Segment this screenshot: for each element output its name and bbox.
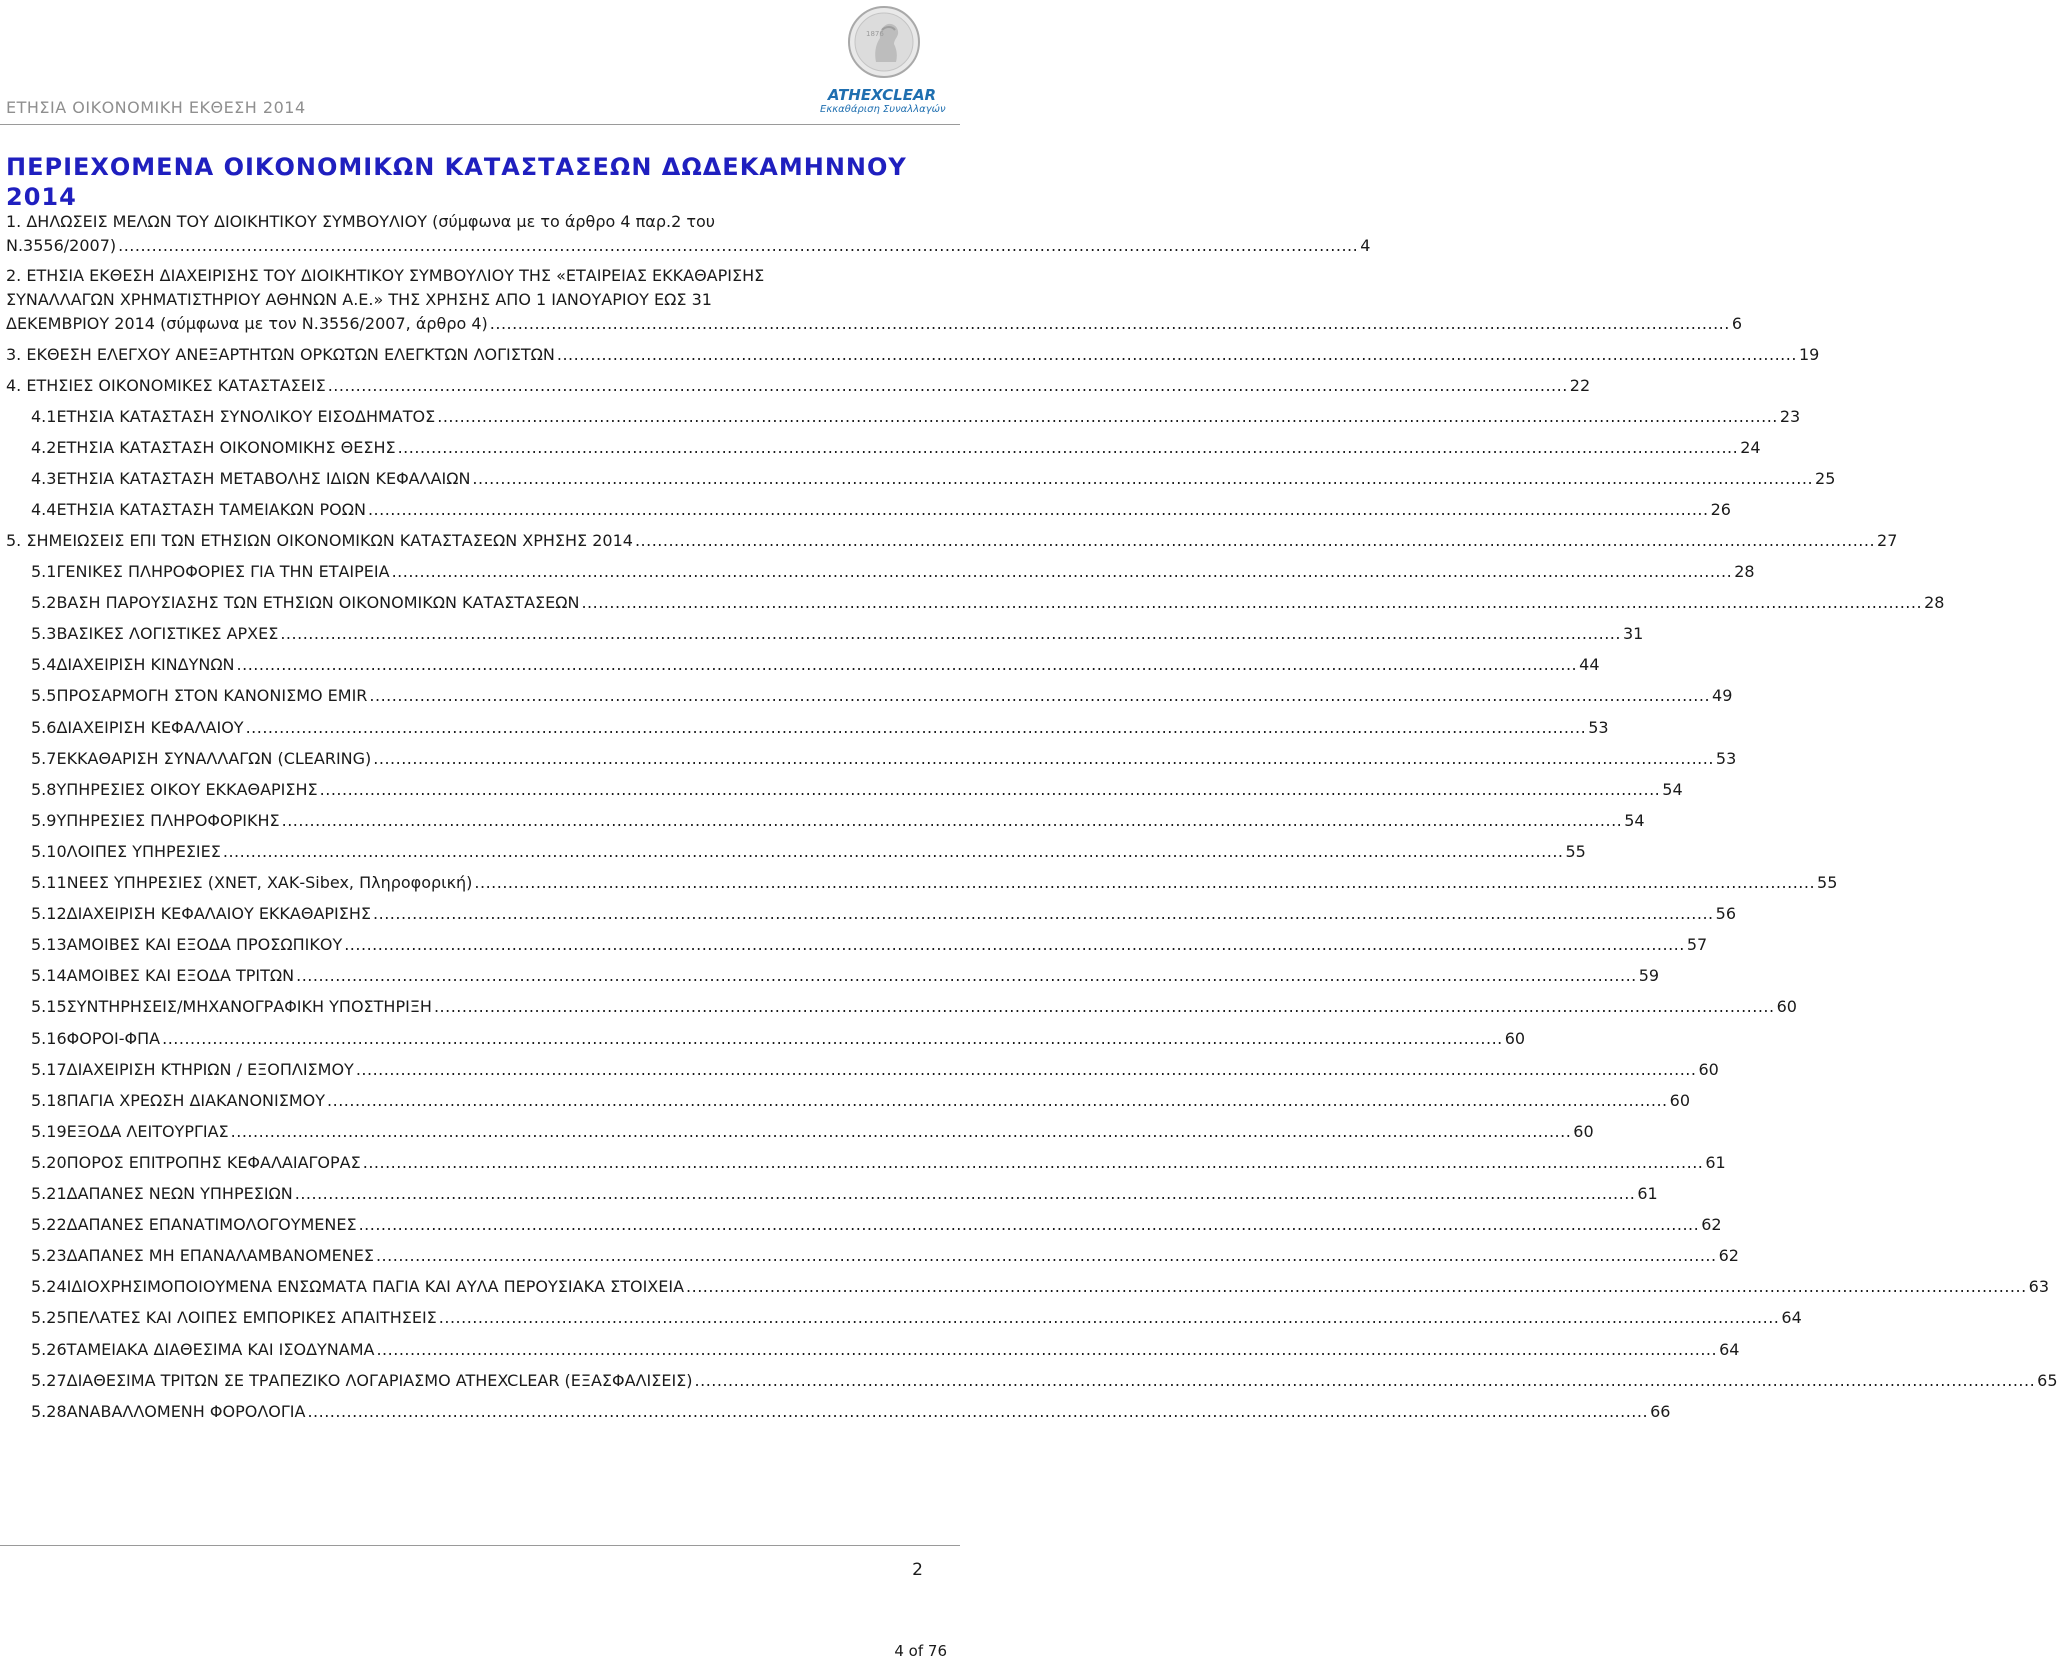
toc-subitem-label: ΕΚΚΑΘΑΡΙΣΗ ΣΥΝΑΛΛΑΓΩΝ (CLEARING): [56, 748, 372, 768]
toc-subitem[interactable]: [31, 1369, 2058, 1393]
toc-subitem[interactable]: [31, 1151, 1726, 1175]
toc-subitem-page: 49: [1712, 686, 1733, 706]
dot-leader: ................................................................................................................................................................................................................................................: [281, 810, 1623, 830]
toc-item-1[interactable]: [6, 234, 1371, 258]
toc-subitem-page: 55: [1817, 873, 1838, 892]
toc-item-page: 4: [1360, 236, 1371, 255]
toc-item-2-line2[interactable]: ΣΥΝΑΛΛΑΓΩΝ ΧΡΗΜΑΤΙΣΤΗΡΙΟΥ ΑΘΗΝΩΝ Α.Ε.» ΤΗΣ ΧΡΗΣΗΣ ΑΠΟ 1 ΙΑΝΟΥΑΡΙΟΥ ΕΩΣ 31: [6, 290, 712, 309]
toc-subitem-number: 5.11: [31, 873, 67, 892]
dot-leader: ................................................................................................................................................................................................................................................: [472, 469, 1814, 488]
toc-subitem-label: ΔΑΠΑΝΕΣ ΕΠΑΝΑΤΙΜΟΛΟΓΟΥΜΕΝΕΣ: [66, 1215, 357, 1235]
toc-subitem[interactable]: [31, 871, 1838, 895]
toc-subitem-number: 5.23: [31, 1246, 67, 1266]
toc-subitem-label: ΓΕΝΙΚΕΣ ΠΛΗΡΟΦΟΡΙΕΣ ΓΙΑ ΤΗΝ ΕΤΑΙΡΕΙΑ: [56, 562, 390, 581]
toc-subitem-label: ΠΕΛΑΤΕΣ ΚΑΙ ΛΟΙΠΕΣ ΕΜΠΟΡΙΚΕΣ ΑΠΑΙΤΗΣΕΙΣ: [66, 1308, 437, 1328]
toc-item-label: ΔΕΚΕΜΒΡΙΟΥ 2014 (σύμφωνα με τον Ν.3556/2007, άρθρο 4): [6, 314, 488, 333]
toc-item-1-line1[interactable]: 1. ΔΗΛΩΣΕΙΣ ΜΕΛΩΝ ΤΟΥ ΔΙΟΙΚΗΤΙΚΟΥ ΣΥΜΒΟΥΛΙΟΥ (σύμφωνα με το άρθρο 4 παρ.2 του: [6, 212, 716, 231]
toc-subitem[interactable]: [31, 405, 1801, 429]
toc-subitem-label: ΑΜΟΙΒΕΣ ΚΑΙ ΕΞΟΔΑ ΠΡΟΣΩΠΙΚΟΥ: [66, 935, 343, 955]
toc-subitem[interactable]: [31, 778, 1683, 802]
toc-subitem[interactable]: [31, 1182, 1658, 1206]
toc-subitem-label: ΔΑΠΑΝΕΣ ΜΗ ΕΠΑΝΑΛΑΜΒΑΝΟΜΕΝΕΣ: [66, 1246, 374, 1266]
toc-subitem[interactable]: [31, 436, 1761, 460]
toc-subitem-page: 53: [1588, 717, 1609, 737]
toc-subitem-page: 61: [1705, 1152, 1726, 1172]
toc-subitem[interactable]: [31, 1213, 1722, 1237]
dot-leader: ................................................................................................................................................................................................................................................: [245, 717, 1587, 737]
toc-item-page: 22: [1569, 376, 1591, 395]
toc-subitem-label: ΕΤΗΣΙΑ ΚΑΤΑΣΤΑΣΗ ΤΑΜΕΙΑΚΩΝ ΡΟΩΝ: [56, 500, 366, 519]
toc-subitem-label: ΠΡΟΣΑΡΜΟΓΗ ΣΤΟΝ ΚΑΝΟΝΙΣΜΟ EMIR: [56, 686, 368, 706]
toc-subitem-number: 4.4: [31, 500, 57, 519]
toc-subitem-page: 64: [1781, 1308, 1802, 1328]
dot-leader: ..............................................................................................................................................................................................................................: [634, 531, 1876, 550]
toc-subitem-label: ΣΥΝΤΗΡΗΣΕΙΣ/ΜΗΧΑΝΟΓΡΑΦΙΚΗ ΥΠΟΣΤΗΡΙΞΗ: [66, 997, 432, 1017]
toc-subitem-label: ΔΙΑΧΕΙΡΙΣΗ ΚΕΦΑΛΑΙΟΥ ΕΚΚΑΘΑΡΙΣΗΣ: [66, 904, 372, 924]
toc-title: ΠΕΡΙΕΧΟΜΕΝΑ ΟΙΚΟΝΟΜΙΚΩΝ ΚΑΤΑΣΤΑΣΕΩΝ ΔΩΔΕΚΑΜΗΝΝΟΥ 2014: [6, 153, 907, 211]
toc-subitem[interactable]: [31, 809, 1645, 833]
toc-subitem-label: ΔΑΠΑΝΕΣ ΝΕΩΝ ΥΠΗΡΕΣΙΩΝ: [66, 1184, 293, 1203]
dot-leader: ................................................................................................................................................................................................................................................: [222, 841, 1564, 861]
toc-subitem-number: 5.7: [31, 748, 57, 768]
toc-item-label: 5. ΣΗΜΕΙΩΣΕΙΣ ΕΠΙ ΤΩΝ ΕΤΗΣΙΩΝ ΟΙΚΟΝΟΜΙΚΩΝ ΚΑΤΑΣΤΑΣΕΩΝ ΧΡΗΣΗΣ 2014: [6, 531, 633, 550]
toc-subitem[interactable]: [31, 467, 1836, 491]
dot-leader: ................................................................................................................................................................................................................................................: [327, 1090, 1668, 1110]
toc-subitem-label: ΕΤΗΣΙΑ ΚΑΤΑΣΤΑΣΗ ΣΥΝΟΛΙΚΟΥ ΕΙΣΟΔΗΜΑΤΟΣ: [56, 407, 436, 426]
toc-subitem-page: 53: [1715, 748, 1737, 768]
toc-subitem-number: 5.28: [31, 1401, 67, 1421]
toc-subitem-page: 23: [1779, 407, 1801, 426]
toc-subitem-number: 5.17: [31, 1059, 67, 1079]
toc-subitem-page: 61: [1637, 1184, 1658, 1203]
toc-subitem-page: 60: [1776, 997, 1797, 1017]
toc-subitem-page: 59: [1638, 966, 1660, 986]
dot-leader: ................................................................................................................................................................................................................................................: [236, 655, 1578, 675]
toc-subitem-page: 44: [1579, 655, 1600, 675]
dot-leader: ................................................................................................................................................................................................................................................: [319, 779, 1661, 799]
dot-leader: ................................................................................................................................................................................................................................................: [375, 1246, 1717, 1266]
toc-subitem[interactable]: [31, 1338, 1740, 1362]
svg-text:1876: 1876: [866, 30, 884, 38]
toc-subitem-label: ΒΑΣΙΚΕΣ ΛΟΓΙΣΤΙΚΕΣ ΑΡΧΕΣ: [56, 624, 279, 644]
dot-leader: ................................................................................................................................................................................................................................................: [296, 966, 1637, 986]
toc-subitem-page: 62: [1718, 1246, 1739, 1266]
dot-leader: ................................................................................................................................................................................................................................................: [694, 1370, 2036, 1390]
toc-subitem[interactable]: [31, 1120, 1594, 1144]
dot-leader: ................................................................................................................................................................................................................................................: [355, 1059, 1697, 1079]
dot-leader: ................................................................................................................................................................................................................................................: [369, 686, 1711, 706]
toc-item-5[interactable]: [6, 529, 1898, 553]
toc-subitem-number: 5.5: [31, 686, 57, 706]
dot-leader: ................................................................................................................................................................................................................................................: [438, 1308, 1780, 1328]
toc-subitem[interactable]: [31, 964, 1660, 988]
toc-subitem-label: ΑΝΑΒΑΛΛΟΜΕΝΗ ΦΟΡΟΛΟΓΙΑ: [66, 1401, 306, 1421]
toc-subitem-page: 64: [1719, 1339, 1740, 1359]
toc-subitem[interactable]: [31, 653, 1600, 677]
dot-leader: ................................................................................................................................................................................................................................................: [373, 748, 1714, 768]
toc-subitem-page: 54: [1624, 810, 1645, 830]
dot-leader: ................................................................................................................................................................................................................................................: [391, 562, 1733, 581]
toc-item-page: 19: [1798, 345, 1820, 364]
athexclear-logo: [820, 4, 945, 119]
toc-subitem-number: 5.27: [31, 1370, 67, 1390]
toc-subitem-page: 63: [2028, 1277, 2050, 1297]
toc-subitem-label: ΛΟΙΠΕΣ ΥΠΗΡΕΣΙΕΣ: [66, 841, 221, 861]
toc-subitem[interactable]: [31, 902, 1736, 926]
toc-subitem-number: 5.19: [31, 1121, 67, 1141]
dot-leader: ................................................................................................................................................................................................................................................: [362, 1152, 1704, 1172]
toc-subitem-label: ΥΠΗΡΕΣΙΕΣ ΟΙΚΟΥ ΕΚΚΑΘΑΡΙΣΗΣ: [56, 779, 318, 799]
toc-subitem-label: ΕΤΗΣΙΑ ΚΑΤΑΣΤΑΣΗ ΜΕΤΑΒΟΛΗΣ ΙΔΙΩΝ ΚΕΦΑΛΑΙΩΝ: [56, 469, 471, 488]
toc-subitem[interactable]: [31, 933, 1708, 957]
dot-leader: ................................................................................................................................................................................................................................................: [280, 624, 1621, 644]
page-header: [0, 0, 960, 128]
toc-subitem-number: 4.1: [31, 407, 57, 426]
toc-subitem[interactable]: [31, 1027, 1526, 1051]
dot-leader: ................................................................................................................................................................................................................................................: [230, 1121, 1572, 1141]
toc-subitem-label: ΔΙΑΧΕΙΡΙΣΗ ΚΙΝΔΥΝΩΝ: [56, 655, 235, 675]
toc-subitem-page: 55: [1565, 841, 1586, 861]
toc-subitem[interactable]: [31, 995, 1797, 1019]
toc-subitem-label: ΠΑΓΙΑ ΧΡΕΩΣΗ ΔΙΑΚΑΝΟΝΙΣΜΟΥ: [66, 1090, 326, 1110]
toc-subitem-page: 26: [1710, 500, 1731, 519]
toc-subitem[interactable]: [31, 1089, 1690, 1113]
toc-item-2-line1[interactable]: 2. ΕΤΗΣΙΑ ΕΚΘΕΣΗ ΔΙΑΧΕΙΡΙΣΗΣ ΤΟΥ ΔΙΟΙΚΗΤΙΚΟΥ ΣΥΜΒΟΥΛΙΟΥ ΤΗΣ «ΕΤΑΙΡΕΙΑΣ ΕΚΚΑΘΑΡΙΣΗΣ: [6, 266, 765, 285]
dot-leader: ................................................................................................................................................................................................................................................: [358, 1215, 1700, 1235]
toc-item-label: 3. ΕΚΘΕΣΗ ΕΛΕΓΧΟΥ ΑΝΕΞΑΡΤΗΤΩΝ ΟΡΚΩΤΩΝ ΕΛΕΓΚΤΩΝ ΛΟΓΙΣΤΩΝ: [6, 345, 555, 364]
dot-leader: ................................................................................................................................................................................................................................................: [307, 1401, 1649, 1421]
toc-subitem-number: 5.4: [31, 655, 57, 675]
footer-divider: [0, 1545, 960, 1546]
dot-leader: ................................................................................................................................................................................................................................................: [397, 438, 1739, 457]
toc-subitem[interactable]: [31, 498, 1731, 522]
toc-subitem-number: 5.15: [31, 997, 67, 1017]
dot-leader: ................................................................................................................................................................................................................................................: [373, 904, 1714, 924]
dot-leader: ..............................................................................................................................................................................................................................: [118, 236, 1359, 255]
toc-subitem[interactable]: [31, 591, 1945, 615]
dot-leader: ..............................................................................................................................................................................................................................: [327, 376, 1568, 395]
toc-item-page: 27: [1877, 531, 1898, 550]
coin-medal-icon: [846, 4, 922, 80]
toc-subitem-number: 5.3: [31, 624, 57, 644]
toc-subitem-page: 54: [1662, 779, 1683, 799]
toc-subitem-number: 5.14: [31, 966, 67, 986]
toc-subitem[interactable]: [31, 560, 1755, 584]
toc-subitem-page: 56: [1715, 904, 1736, 924]
logo-subtitle: Εκκαθάριση Συναλλαγών: [820, 104, 946, 115]
toc-subitem[interactable]: [31, 1244, 1739, 1268]
toc-item-4[interactable]: [6, 374, 1591, 398]
toc-item-label: Ν.3556/2007): [6, 236, 117, 255]
toc-subitem-page: 66: [1650, 1401, 1671, 1421]
toc-subitem-label: ΕΞΟΔΑ ΛΕΙΤΟΥΡΓΙΑΣ: [66, 1121, 229, 1141]
toc-subitem-number: 5.21: [31, 1184, 67, 1203]
logo-brand: ATHEXCLEAR: [827, 86, 937, 104]
toc-subitem-page: 28: [1734, 562, 1755, 581]
dot-leader: ................................................................................................................................................................................................................................................: [162, 1028, 1503, 1048]
toc-subitem-number: 5.2: [31, 593, 57, 613]
toc-item-2[interactable]: [6, 312, 1743, 336]
toc-subitem[interactable]: [31, 716, 1609, 740]
toc-subitem-number: 5.25: [31, 1308, 67, 1328]
toc-subitem-page: 60: [1573, 1121, 1594, 1141]
toc-subitem[interactable]: [31, 1058, 1719, 1082]
toc-subitem-number: 5.24: [31, 1277, 67, 1297]
toc-subitem-page: 25: [1815, 469, 1836, 488]
header-title: ΕΤΗΣΙΑ ΟΙΚΟΝΟΜΙΚΗ ΕΚΘΕΣΗ 2014: [6, 98, 306, 117]
toc-subitem-label: ΒΑΣΗ ΠΑΡΟΥΣΙΑΣΗΣ ΤΩΝ ΕΤΗΣΙΩΝ ΟΙΚΟΝΟΜΙΚΩΝ ΚΑΤΑΣΤΑΣΕΩΝ: [56, 593, 580, 613]
toc-subitem-label: ΤΑΜΕΙΑΚΑ ΔΙΑΘΕΣΙΜΑ ΚΑΙ ΙΣΟΔΥΝΑΜΑ: [66, 1339, 375, 1359]
toc-subitem-page: 28: [1924, 593, 1945, 613]
toc-subitem-label: ΝΕΕΣ ΥΠΗΡΕΣΙΕΣ (ΧΝΕΤ, ΧΑΚ-Sibex, Πληροφορική): [66, 873, 473, 892]
dot-leader: ................................................................................................................................................................................................................................................: [686, 1277, 2027, 1297]
toc-subitem[interactable]: [31, 1306, 1802, 1330]
toc-subitem-page: 60: [1698, 1059, 1719, 1079]
toc-subitem-page: 31: [1622, 624, 1644, 644]
toc-subitem-page: 57: [1686, 935, 1708, 955]
toc-subitem-label: ΙΔΙΟΧΡΗΣΙΜΟΠΟΙΟΥΜΕΝΑ ΕΝΣΩΜΑΤΑ ΠΑΓΙΑ ΚΑΙ ΑΥΛΑ ΠΕΡΟΥΣΙΑΚΑ ΣΤΟΙΧΕΙΑ: [66, 1277, 685, 1297]
toc-subitem-number: 5.16: [31, 1028, 67, 1048]
dot-leader: ................................................................................................................................................................................................................................................: [581, 593, 1923, 613]
toc-subitem-number: 5.18: [31, 1090, 67, 1110]
toc-subitem[interactable]: [31, 622, 1644, 646]
toc-subitem-label: ΥΠΗΡΕΣΙΕΣ ΠΛΗΡΟΦΟΡΙΚΗΣ: [56, 810, 280, 830]
toc-subitem-page: 62: [1701, 1215, 1722, 1235]
toc-item-label: 4. ΕΤΗΣΙΕΣ ΟΙΚΟΝΟΜΙΚΕΣ ΚΑΤΑΣΤΑΣΕΙΣ: [6, 376, 326, 395]
toc-subitem-label: ΕΤΗΣΙΑ ΚΑΤΑΣΤΑΣΗ ΟΙΚΟΝΟΜΙΚΗΣ ΘΕΣΗΣ: [56, 438, 396, 457]
toc-subitem-label: ΠΟΡΟΣ ΕΠΙΤΡΟΠΗΣ ΚΕΦΑΛΑΙΑΓΟΡΑΣ: [66, 1152, 361, 1172]
toc-item-page: 6: [1731, 314, 1743, 333]
toc-subitem-number: 5.13: [31, 935, 67, 955]
toc-subitem-number: 5.26: [31, 1339, 67, 1359]
toc-subitem-page: 60: [1669, 1090, 1690, 1110]
toc-subitem-label: ΔΙΑΧΕΙΡΙΣΗ ΚΤΗΡΙΩΝ / ΕΞΟΠΛΙΣΜΟΥ: [66, 1059, 354, 1079]
toc-subitem[interactable]: [31, 684, 1733, 708]
dot-leader: ................................................................................................................................................................................................................................................: [344, 935, 1685, 955]
dot-leader: ................................................................................................................................................................................................................................................: [294, 1184, 1636, 1203]
toc-subitem[interactable]: [31, 1400, 1671, 1424]
toc-subitem-label: ΔΙΑΧΕΙΡΙΣΗ ΚΕΦΑΛΑΙΟΥ: [56, 717, 244, 737]
toc-subitem-number: 5.20: [31, 1152, 67, 1172]
dot-leader: ................................................................................................................................................................................................................................................: [437, 407, 1778, 426]
toc-subitem-number: 5.8: [31, 779, 57, 799]
toc-subitem-label: ΑΜΟΙΒΕΣ ΚΑΙ ΕΞΟΔΑ ΤΡΙΤΩΝ: [66, 966, 295, 986]
page-number: 2: [912, 1560, 923, 1580]
dot-leader: ..............................................................................................................................................................................................................................: [489, 314, 1730, 333]
pdf-page-counter: 4 of 76: [894, 1642, 947, 1660]
dot-leader: ................................................................................................................................................................................................................................................: [376, 1339, 1718, 1359]
toc-subitem-page: 60: [1504, 1028, 1526, 1048]
toc-subitem-label: ΦΟΡΟΙ-ΦΠΑ: [66, 1028, 161, 1048]
toc-subitem-number: 5.6: [31, 717, 57, 737]
dot-leader: ................................................................................................................................................................................................................................................: [367, 500, 1709, 519]
toc-subitem-number: 5.10: [31, 841, 67, 861]
toc-subitem[interactable]: [31, 1275, 2050, 1299]
toc-subitem-page: 65: [2037, 1370, 2058, 1390]
toc-subitem-number: 4.3: [31, 469, 57, 488]
toc-subitem[interactable]: [31, 840, 1586, 864]
toc-subitem-number: 4.2: [31, 438, 57, 457]
dot-leader: ..............................................................................................................................................................................................................................: [556, 345, 1797, 364]
toc-item-3[interactable]: [6, 343, 1820, 367]
toc-subitem-number: 5.9: [31, 810, 57, 830]
toc-subitem-label: ΔΙΑΘΕΣΙΜΑ ΤΡΙΤΩΝ ΣΕ ΤΡΑΠΕΖΙΚΟ ΛΟΓΑΡΙΑΣΜΟ ATHEXCLEAR (ΕΞΑΣΦΑΛΙΣΕΙΣ): [66, 1370, 693, 1390]
header-divider: [0, 124, 960, 125]
toc-subitem-number: 5.1: [31, 562, 57, 581]
toc-subitem-page: 24: [1740, 438, 1761, 457]
toc-subitem-number: 5.12: [31, 904, 67, 924]
toc-subitem-number: 5.22: [31, 1215, 67, 1235]
dot-leader: ................................................................................................................................................................................................................................................: [433, 997, 1775, 1017]
toc-subitem[interactable]: [31, 747, 1737, 771]
dot-leader: ................................................................................................................................................................................................................................................: [474, 873, 1816, 892]
